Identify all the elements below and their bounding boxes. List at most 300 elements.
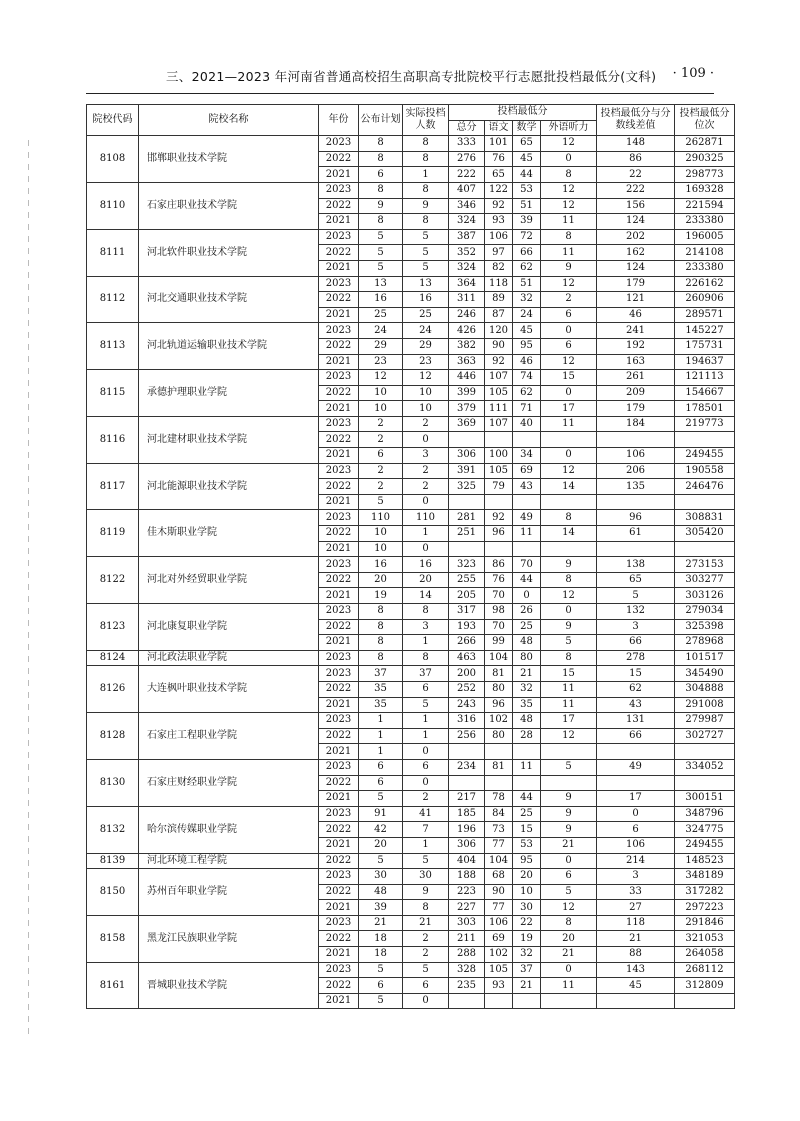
cell-plan: 10 bbox=[359, 385, 403, 401]
cell-plan: 8 bbox=[359, 635, 403, 651]
cell-actual: 1 bbox=[403, 713, 449, 729]
cell-chinese: 81 bbox=[485, 666, 513, 682]
cell-chinese: 96 bbox=[485, 697, 513, 713]
cell-actual: 2 bbox=[403, 463, 449, 479]
cell-rank: 264058 bbox=[675, 947, 735, 963]
cell-foreign: 0 bbox=[541, 962, 597, 978]
school-name: 承德护理职业学院 bbox=[139, 370, 319, 417]
cell-year: 2023 bbox=[319, 759, 359, 775]
cell-diff: 49 bbox=[597, 759, 675, 775]
cell-year: 2022 bbox=[319, 292, 359, 308]
cell-year: 2022 bbox=[319, 853, 359, 869]
cell-math: 15 bbox=[513, 822, 541, 838]
cell-diff: 88 bbox=[597, 947, 675, 963]
cell-actual: 0 bbox=[403, 494, 449, 510]
school-name: 河北建材职业技术学院 bbox=[139, 416, 319, 463]
page-title: 三、2021—2023 年河南省普通高校招生高职高专批院校平行志愿批投档最低分(文科) bbox=[166, 69, 657, 84]
col-name: 院校名称 bbox=[139, 105, 319, 136]
cell-foreign: 8 bbox=[541, 650, 597, 666]
cell-math: 43 bbox=[513, 479, 541, 495]
cell-total: 364 bbox=[449, 276, 485, 292]
col-math: 数学 bbox=[513, 120, 541, 136]
cell-diff: 179 bbox=[597, 401, 675, 417]
cell-year: 2023 bbox=[319, 229, 359, 245]
cell-year: 2023 bbox=[319, 416, 359, 432]
cell-math: 21 bbox=[513, 978, 541, 994]
col-actual: 实际投档人数 bbox=[403, 105, 449, 136]
cell-math: 28 bbox=[513, 728, 541, 744]
cell-actual: 8 bbox=[403, 650, 449, 666]
cell-total: 281 bbox=[449, 510, 485, 526]
cell-diff: 6 bbox=[597, 822, 675, 838]
cell-foreign bbox=[541, 494, 597, 510]
col-rank: 投档最低分位次 bbox=[675, 105, 735, 136]
cell-chinese: 96 bbox=[485, 526, 513, 542]
school-name: 石家庄财经职业学院 bbox=[139, 759, 319, 806]
cell-math: 19 bbox=[513, 931, 541, 947]
cell-total: 328 bbox=[449, 962, 485, 978]
cell-plan: 91 bbox=[359, 806, 403, 822]
cell-foreign: 0 bbox=[541, 604, 597, 620]
cell-foreign: 6 bbox=[541, 869, 597, 885]
cell-math bbox=[513, 494, 541, 510]
cell-foreign: 12 bbox=[541, 463, 597, 479]
cell-foreign bbox=[541, 744, 597, 760]
cell-actual: 1 bbox=[403, 837, 449, 853]
cell-math: 25 bbox=[513, 806, 541, 822]
cell-total: 399 bbox=[449, 385, 485, 401]
cell-year: 2021 bbox=[319, 791, 359, 807]
cell-rank: 348189 bbox=[675, 869, 735, 885]
cell-rank: 345490 bbox=[675, 666, 735, 682]
cell-diff: 3 bbox=[597, 619, 675, 635]
cell-year: 2023 bbox=[319, 136, 359, 152]
cell-foreign: 8 bbox=[541, 572, 597, 588]
cell-actual: 6 bbox=[403, 759, 449, 775]
cell-total: 196 bbox=[449, 822, 485, 838]
cell-actual: 5 bbox=[403, 697, 449, 713]
school-name: 邯郸职业技术学院 bbox=[139, 136, 319, 183]
table-row bbox=[87, 463, 735, 479]
cell-chinese: 102 bbox=[485, 947, 513, 963]
cell-foreign: 9 bbox=[541, 260, 597, 276]
cell-total: 252 bbox=[449, 681, 485, 697]
cell-diff: 118 bbox=[597, 915, 675, 931]
cell-total: 404 bbox=[449, 853, 485, 869]
cell-rank: 196005 bbox=[675, 229, 735, 245]
cell-actual: 0 bbox=[403, 775, 449, 791]
cell-foreign bbox=[541, 775, 597, 791]
cell-diff: 206 bbox=[597, 463, 675, 479]
cell-actual: 110 bbox=[403, 510, 449, 526]
cell-total: 369 bbox=[449, 416, 485, 432]
cell-actual: 2 bbox=[403, 947, 449, 963]
cell-foreign: 17 bbox=[541, 713, 597, 729]
cell-year: 2021 bbox=[319, 744, 359, 760]
cell-chinese: 80 bbox=[485, 681, 513, 697]
cell-math: 39 bbox=[513, 214, 541, 230]
cell-year: 2023 bbox=[319, 370, 359, 386]
cell-plan: 5 bbox=[359, 791, 403, 807]
cell-foreign: 12 bbox=[541, 182, 597, 198]
cell-diff: 214 bbox=[597, 853, 675, 869]
cell-total bbox=[449, 432, 485, 448]
cell-chinese: 93 bbox=[485, 978, 513, 994]
table-row bbox=[87, 416, 735, 432]
cell-rank: 302727 bbox=[675, 728, 735, 744]
cell-math bbox=[513, 744, 541, 760]
cell-plan: 19 bbox=[359, 588, 403, 604]
cell-year: 2022 bbox=[319, 198, 359, 214]
cell-plan: 18 bbox=[359, 947, 403, 963]
cell-total bbox=[449, 993, 485, 1009]
cell-chinese: 104 bbox=[485, 853, 513, 869]
cell-actual: 3 bbox=[403, 448, 449, 464]
cell-actual: 14 bbox=[403, 588, 449, 604]
cell-diff: 106 bbox=[597, 448, 675, 464]
table-row bbox=[87, 915, 735, 931]
cell-plan: 37 bbox=[359, 666, 403, 682]
cell-year: 2021 bbox=[319, 214, 359, 230]
cell-chinese: 106 bbox=[485, 915, 513, 931]
cell-chinese: 105 bbox=[485, 962, 513, 978]
cell-rank: 291846 bbox=[675, 915, 735, 931]
cell-rank: 221594 bbox=[675, 198, 735, 214]
cell-year: 2021 bbox=[319, 541, 359, 557]
cell-total: 311 bbox=[449, 292, 485, 308]
school-name: 河北能源职业技术学院 bbox=[139, 463, 319, 510]
cell-plan: 5 bbox=[359, 853, 403, 869]
cell-diff: 135 bbox=[597, 479, 675, 495]
cell-plan: 16 bbox=[359, 557, 403, 573]
cell-math: 44 bbox=[513, 791, 541, 807]
cell-total: 387 bbox=[449, 229, 485, 245]
cell-math bbox=[513, 541, 541, 557]
cell-diff: 156 bbox=[597, 198, 675, 214]
score-table bbox=[86, 104, 735, 1009]
cell-total: 316 bbox=[449, 713, 485, 729]
cell-math: 62 bbox=[513, 260, 541, 276]
cell-foreign: 9 bbox=[541, 619, 597, 635]
cell-total: 407 bbox=[449, 182, 485, 198]
cell-math: 51 bbox=[513, 198, 541, 214]
cell-diff bbox=[597, 432, 675, 448]
page-header bbox=[86, 64, 714, 88]
cell-rank: 194637 bbox=[675, 354, 735, 370]
cell-actual: 5 bbox=[403, 260, 449, 276]
cell-diff: 143 bbox=[597, 962, 675, 978]
cell-chinese: 82 bbox=[485, 260, 513, 276]
school-name: 河北康复职业学院 bbox=[139, 604, 319, 651]
cell-actual: 1 bbox=[403, 526, 449, 542]
cell-plan: 30 bbox=[359, 869, 403, 885]
cell-rank: 308831 bbox=[675, 510, 735, 526]
cell-diff: 106 bbox=[597, 837, 675, 853]
cell-actual: 0 bbox=[403, 541, 449, 557]
cell-rank: 214108 bbox=[675, 245, 735, 261]
cell-diff: 62 bbox=[597, 681, 675, 697]
cell-foreign: 0 bbox=[541, 151, 597, 167]
cell-plan: 110 bbox=[359, 510, 403, 526]
cell-math: 48 bbox=[513, 713, 541, 729]
cell-total: 235 bbox=[449, 978, 485, 994]
cell-rank: 190558 bbox=[675, 463, 735, 479]
cell-year: 2023 bbox=[319, 962, 359, 978]
table-row bbox=[87, 604, 735, 620]
school-code: 8132 bbox=[87, 806, 139, 853]
cell-total: 379 bbox=[449, 401, 485, 417]
cell-plan: 8 bbox=[359, 151, 403, 167]
cell-actual: 29 bbox=[403, 338, 449, 354]
cell-math: 0 bbox=[513, 588, 541, 604]
school-name: 黑龙江民族职业学院 bbox=[139, 915, 319, 962]
cell-diff: 65 bbox=[597, 572, 675, 588]
cell-year: 2023 bbox=[319, 510, 359, 526]
cell-rank: 101517 bbox=[675, 650, 735, 666]
cell-foreign: 11 bbox=[541, 681, 597, 697]
cell-chinese: 93 bbox=[485, 214, 513, 230]
cell-year: 2021 bbox=[319, 260, 359, 276]
cell-chinese: 84 bbox=[485, 806, 513, 822]
cell-foreign: 21 bbox=[541, 837, 597, 853]
cell-actual: 5 bbox=[403, 245, 449, 261]
cell-chinese: 97 bbox=[485, 245, 513, 261]
cell-total: 205 bbox=[449, 588, 485, 604]
cell-actual: 1 bbox=[403, 635, 449, 651]
cell-total: 333 bbox=[449, 136, 485, 152]
cell-foreign bbox=[541, 432, 597, 448]
cell-actual: 24 bbox=[403, 323, 449, 339]
cell-rank: 233380 bbox=[675, 214, 735, 230]
cell-plan: 8 bbox=[359, 604, 403, 620]
table-row bbox=[87, 853, 735, 869]
school-name: 大连枫叶职业技术学院 bbox=[139, 666, 319, 713]
cell-actual: 7 bbox=[403, 822, 449, 838]
cell-chinese: 76 bbox=[485, 151, 513, 167]
cell-rank: 304888 bbox=[675, 681, 735, 697]
cell-rank: 249455 bbox=[675, 837, 735, 853]
cell-year: 2023 bbox=[319, 604, 359, 620]
cell-rank: 279034 bbox=[675, 604, 735, 620]
school-name: 河北软件职业技术学院 bbox=[139, 229, 319, 276]
cell-total bbox=[449, 541, 485, 557]
cell-actual: 8 bbox=[403, 900, 449, 916]
cell-foreign: 9 bbox=[541, 791, 597, 807]
cell-chinese: 106 bbox=[485, 229, 513, 245]
cell-total: 234 bbox=[449, 759, 485, 775]
cell-actual: 8 bbox=[403, 214, 449, 230]
cell-rank bbox=[675, 432, 735, 448]
cell-chinese: 90 bbox=[485, 338, 513, 354]
school-name: 河北轨道运输职业技术学院 bbox=[139, 323, 319, 370]
cell-rank: 148523 bbox=[675, 853, 735, 869]
cell-chinese: 77 bbox=[485, 837, 513, 853]
table-row bbox=[87, 962, 735, 978]
cell-plan: 5 bbox=[359, 260, 403, 276]
cell-actual: 10 bbox=[403, 385, 449, 401]
cell-total: 223 bbox=[449, 884, 485, 900]
cell-year: 2021 bbox=[319, 837, 359, 853]
cell-math: 35 bbox=[513, 697, 541, 713]
cell-foreign: 17 bbox=[541, 401, 597, 417]
cell-total: 363 bbox=[449, 354, 485, 370]
cell-total: 288 bbox=[449, 947, 485, 963]
cell-total: 324 bbox=[449, 214, 485, 230]
cell-year: 2021 bbox=[319, 947, 359, 963]
cell-year: 2023 bbox=[319, 915, 359, 931]
cell-actual: 2 bbox=[403, 416, 449, 432]
table-row bbox=[87, 136, 735, 152]
cell-diff: 131 bbox=[597, 713, 675, 729]
cell-plan: 2 bbox=[359, 432, 403, 448]
cell-math: 32 bbox=[513, 292, 541, 308]
cell-year: 2022 bbox=[319, 432, 359, 448]
school-name: 河北交通职业技术学院 bbox=[139, 276, 319, 323]
cell-year: 2023 bbox=[319, 869, 359, 885]
school-code: 8126 bbox=[87, 666, 139, 713]
cell-year: 2022 bbox=[319, 572, 359, 588]
cell-chinese: 99 bbox=[485, 635, 513, 651]
cell-plan: 2 bbox=[359, 463, 403, 479]
cell-diff: 138 bbox=[597, 557, 675, 573]
cell-actual: 1 bbox=[403, 728, 449, 744]
cell-math: 26 bbox=[513, 604, 541, 620]
cell-foreign: 11 bbox=[541, 416, 597, 432]
col-plan: 公布计划 bbox=[359, 105, 403, 136]
cell-math: 72 bbox=[513, 229, 541, 245]
cell-math: 45 bbox=[513, 151, 541, 167]
cell-chinese: 104 bbox=[485, 650, 513, 666]
school-code: 8161 bbox=[87, 962, 139, 1009]
school-code: 8124 bbox=[87, 650, 139, 666]
cell-math: 32 bbox=[513, 681, 541, 697]
cell-foreign: 12 bbox=[541, 588, 597, 604]
cell-chinese: 89 bbox=[485, 292, 513, 308]
cell-rank: 175731 bbox=[675, 338, 735, 354]
cell-year: 2022 bbox=[319, 385, 359, 401]
table-row bbox=[87, 370, 735, 386]
cell-plan: 8 bbox=[359, 650, 403, 666]
cell-rank bbox=[675, 993, 735, 1009]
cell-actual: 2 bbox=[403, 791, 449, 807]
cell-plan: 20 bbox=[359, 837, 403, 853]
cell-diff bbox=[597, 775, 675, 791]
cell-actual: 5 bbox=[403, 229, 449, 245]
cell-rank bbox=[675, 775, 735, 791]
cell-rank: 279987 bbox=[675, 713, 735, 729]
col-foreign: 外语听力 bbox=[541, 120, 597, 136]
cell-plan: 5 bbox=[359, 229, 403, 245]
cell-diff: 96 bbox=[597, 510, 675, 526]
school-code: 8111 bbox=[87, 229, 139, 276]
cell-foreign: 12 bbox=[541, 198, 597, 214]
school-code: 8122 bbox=[87, 557, 139, 604]
cell-foreign: 11 bbox=[541, 214, 597, 230]
cell-year: 2022 bbox=[319, 526, 359, 542]
cell-math: 20 bbox=[513, 869, 541, 885]
cell-rank: 226162 bbox=[675, 276, 735, 292]
table-header bbox=[87, 105, 735, 136]
cell-chinese: 105 bbox=[485, 463, 513, 479]
cell-foreign: 12 bbox=[541, 276, 597, 292]
cell-diff: 121 bbox=[597, 292, 675, 308]
cell-foreign: 15 bbox=[541, 370, 597, 386]
cell-chinese: 80 bbox=[485, 728, 513, 744]
school-code: 8108 bbox=[87, 136, 139, 183]
cell-rank: 325398 bbox=[675, 619, 735, 635]
cell-chinese: 98 bbox=[485, 604, 513, 620]
cell-chinese: 118 bbox=[485, 276, 513, 292]
cell-year: 2022 bbox=[319, 619, 359, 635]
cell-chinese bbox=[485, 432, 513, 448]
cell-rank bbox=[675, 541, 735, 557]
cell-year: 2023 bbox=[319, 806, 359, 822]
cell-actual: 16 bbox=[403, 557, 449, 573]
cell-diff: 184 bbox=[597, 416, 675, 432]
cell-total: 446 bbox=[449, 370, 485, 386]
table-row bbox=[87, 557, 735, 573]
cell-plan: 5 bbox=[359, 962, 403, 978]
cell-math bbox=[513, 993, 541, 1009]
cell-math: 25 bbox=[513, 619, 541, 635]
cell-actual: 37 bbox=[403, 666, 449, 682]
cell-year: 2021 bbox=[319, 167, 359, 183]
cell-total: 346 bbox=[449, 198, 485, 214]
cell-diff: 124 bbox=[597, 214, 675, 230]
cell-diff: 3 bbox=[597, 869, 675, 885]
cell-math: 21 bbox=[513, 666, 541, 682]
cell-actual: 6 bbox=[403, 978, 449, 994]
cell-plan: 5 bbox=[359, 993, 403, 1009]
table-row bbox=[87, 323, 735, 339]
cell-chinese: 68 bbox=[485, 869, 513, 885]
cell-rank: 298773 bbox=[675, 167, 735, 183]
cell-chinese: 90 bbox=[485, 884, 513, 900]
cell-year: 2021 bbox=[319, 307, 359, 323]
cell-math: 30 bbox=[513, 900, 541, 916]
cell-diff: 162 bbox=[597, 245, 675, 261]
cell-actual: 6 bbox=[403, 681, 449, 697]
cell-math: 53 bbox=[513, 837, 541, 853]
cell-actual: 25 bbox=[403, 307, 449, 323]
scan-edge-line bbox=[28, 140, 29, 1040]
cell-chinese: 77 bbox=[485, 900, 513, 916]
cell-plan: 18 bbox=[359, 931, 403, 947]
cell-foreign: 0 bbox=[541, 323, 597, 339]
cell-math: 10 bbox=[513, 884, 541, 900]
cell-year: 2022 bbox=[319, 775, 359, 791]
school-name: 河北政法职业学院 bbox=[139, 650, 319, 666]
cell-actual: 2 bbox=[403, 479, 449, 495]
cell-year: 2022 bbox=[319, 479, 359, 495]
cell-year: 2021 bbox=[319, 993, 359, 1009]
cell-year: 2023 bbox=[319, 463, 359, 479]
cell-plan: 48 bbox=[359, 884, 403, 900]
school-name: 晋城职业技术学院 bbox=[139, 962, 319, 1009]
cell-plan: 8 bbox=[359, 182, 403, 198]
cell-foreign: 5 bbox=[541, 759, 597, 775]
cell-chinese bbox=[485, 993, 513, 1009]
cell-foreign: 5 bbox=[541, 884, 597, 900]
cell-total: 303 bbox=[449, 915, 485, 931]
cell-year: 2021 bbox=[319, 354, 359, 370]
cell-math: 49 bbox=[513, 510, 541, 526]
cell-rank: 268112 bbox=[675, 962, 735, 978]
cell-foreign: 12 bbox=[541, 354, 597, 370]
cell-total: 325 bbox=[449, 479, 485, 495]
cell-year: 2022 bbox=[319, 728, 359, 744]
cell-year: 2022 bbox=[319, 884, 359, 900]
